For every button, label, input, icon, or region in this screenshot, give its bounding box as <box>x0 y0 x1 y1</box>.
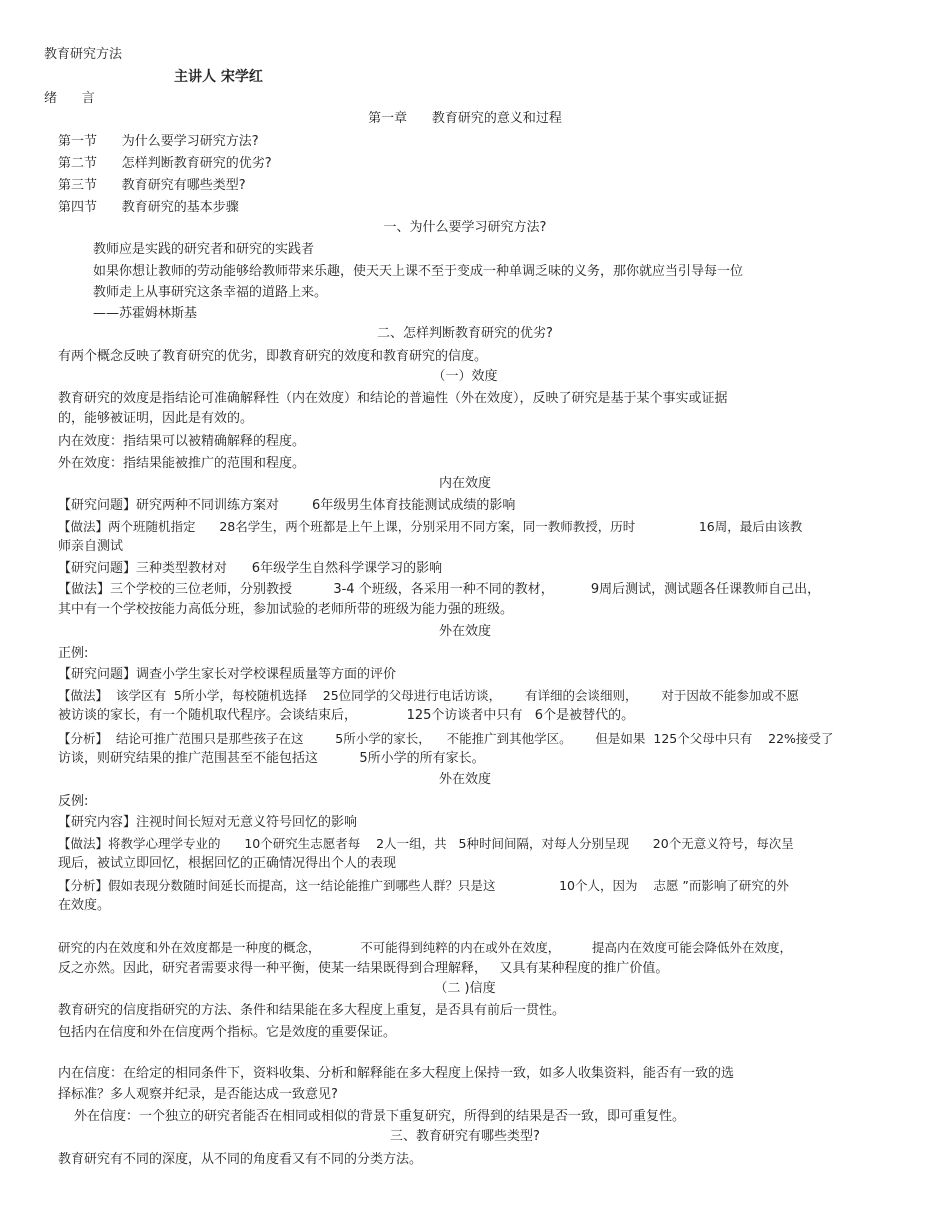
paragraph-line: 在效度。 <box>58 898 111 913</box>
toc-item: 第二节 怎样判断教育研究的优劣? <box>58 156 272 171</box>
paragraph-line: 【做法】将教学心理学专业的 10个研究生志愿者每 2人一组，共 5种时间间隔，对每人分别呈现 20个无意义符号，每次呈 <box>58 836 794 851</box>
toc-item: 第四节 教育研究的基本步骤 <box>58 200 239 215</box>
paragraph-line: 教育研究的信度指研究的方法、条件和结果能在多大程度上重复，是否具有前后一贯性。 <box>58 1003 566 1018</box>
lecturer-line: 主讲人 宋学红 <box>174 69 263 85</box>
section-heading: 一、为什么要学习研究方法? <box>383 220 547 235</box>
paragraph-line: 【研究问题】调查小学生家长对学校课程质量等方面的评价 <box>58 667 397 682</box>
section-heading: 二、怎样判断教育研究的优劣? <box>377 326 553 341</box>
paragraph-line: 的，能够被证明，因此是有效的。 <box>58 411 254 426</box>
chapter-title: 第一章 教育研究的意义和过程 <box>368 111 562 126</box>
paragraph-line: 【研究问题】研究两种不同训练方案对 6年级男生体育技能测试成绩的影响 <box>58 498 516 513</box>
paragraph-line: 如果你想让教师的劳动能够给教师带来乐趣，使天天上课不至于变成一种单调乏味的义务，那你就应当引导每一位 <box>93 264 744 279</box>
subsection-heading: （一）效度 <box>432 369 498 384</box>
paragraph-line: 【研究内容】注视时间长短对无意义符号回忆的影响 <box>58 815 358 830</box>
paragraph-line: 被访谈的家长，有一个随机取代程序。会谈结束后， 125个访谈者中只有 6个是被替代的。 <box>58 708 635 723</box>
subsection-heading: 外在效度 <box>438 624 491 639</box>
paragraph-line: 反之亦然。因此，研究者需要求得一种平衡，使某一结果既得到合理解释， 又具有某种程度的推广价值。 <box>58 961 669 976</box>
paragraph-line: 【做法】三个学校的三位老师，分别教授 3-4 个班级，各采用一种不同的教材， 9周后测试，测试题各任课教师自己出， <box>58 582 821 597</box>
paragraph-line: 师亲自测试 <box>58 539 124 554</box>
paragraph-line: 择标准？多人观察并纪录，是否能达成一致意见? <box>58 1087 338 1102</box>
paragraph-line: 外在信度：一个独立的研究者能否在相同或相似的背景下重复研究，所得到的结果是否一致，即可重复性。 <box>74 1109 686 1124</box>
paragraph-line: 内在效度：指结果可以被精确解释的程度。 <box>58 434 306 449</box>
intro-heading: 绪 言 <box>44 91 95 106</box>
paragraph-line: 教师走上从事研究这条幸福的道路上来。 <box>93 285 328 300</box>
paragraph-line: 外在效度：指结果能被推广的范围和程度。 <box>58 456 306 471</box>
subsection-heading: 内在效度 <box>438 476 491 491</box>
paragraph-line: 有两个概念反映了教育研究的优劣，即教育研究的效度和教育研究的信度。 <box>58 349 488 364</box>
paragraph-line: 教师应是实践的研究者和研究的实践者 <box>93 242 315 257</box>
toc-item: 第一节 为什么要学习研究方法? <box>58 134 259 149</box>
quote-attribution: ——苏霍姆林斯基 <box>93 306 198 321</box>
paragraph-line: 研究的内在效度和外在效度都是一种度的概念， 不可能得到纯粹的内在或外在效度， 提高内在效度可能会降低外在效度， <box>58 940 793 955</box>
paragraph-line: 教育研究的效度是指结论可准确解释性（内在效度）和结论的普遍性（外在效度），反映了研究是基于某个事实或证据 <box>58 391 728 406</box>
paragraph-line: 教育研究有不同的深度，从不同的角度看又有不同的分类方法。 <box>58 1152 423 1167</box>
paragraph-line: 【做法】 该学区有 5所小学，每校随机选择 25位同学的父母进行电话访谈， 有详细的会谈细则， 对于因故不能参加或不愿 <box>58 688 799 703</box>
course-title: 教育研究方法 <box>44 47 123 62</box>
paragraph-line: 【研究问题】三种类型教材对 6年级学生自然科学课学习的影响 <box>58 561 443 576</box>
section-heading: 三、教育研究有哪些类型? <box>390 1129 540 1144</box>
paragraph-line: 【分析】 结论可推广范围只是那些孩子在这 5所小学的家长， 不能推广到其他学区。 但是如果 125个父母中只有 22%接受了 <box>58 731 834 746</box>
toc-item: 第三节 教育研究有哪些类型? <box>58 178 246 193</box>
paragraph-line: 其中有一个学校按能力高低分班，参加试验的老师所带的班级为能力强的班级。 <box>58 602 514 617</box>
label-positive-example: 正例: <box>58 646 89 661</box>
label-negative-example: 反例: <box>58 794 89 809</box>
subsection-heading: 外在效度 <box>438 772 491 787</box>
paragraph-line: 包括内在信度和外在信度两个指标。它是效度的重要保证。 <box>58 1025 397 1040</box>
paragraph-line: 现后，被试立即回忆，根据回忆的正确情况得出个人的表现 <box>58 856 397 871</box>
paragraph-line: 【分析】假如表现分数随时间延长而提高，这一结论能推广到哪些人群？只是这 10个人，因为 志愿 ”而影响了研究的外 <box>58 878 789 893</box>
paragraph-line: 访谈，则研究结果的推广范围甚至不能包括这 5所小学的所有家长。 <box>58 751 485 766</box>
paragraph-line: 【做法】两个班随机指定 28名学生，两个班都是上午上课，分别采用不同方案，同一教师教授，历时 16周，最后由该教 <box>58 519 803 534</box>
paragraph-line: 内在信度：在给定的相同条件下，资料收集、分析和解释能在多大程度上保持一致，如多人收集资料，能否有一致的选 <box>58 1066 735 1081</box>
subsection-heading: （二 )信度 <box>434 981 496 996</box>
